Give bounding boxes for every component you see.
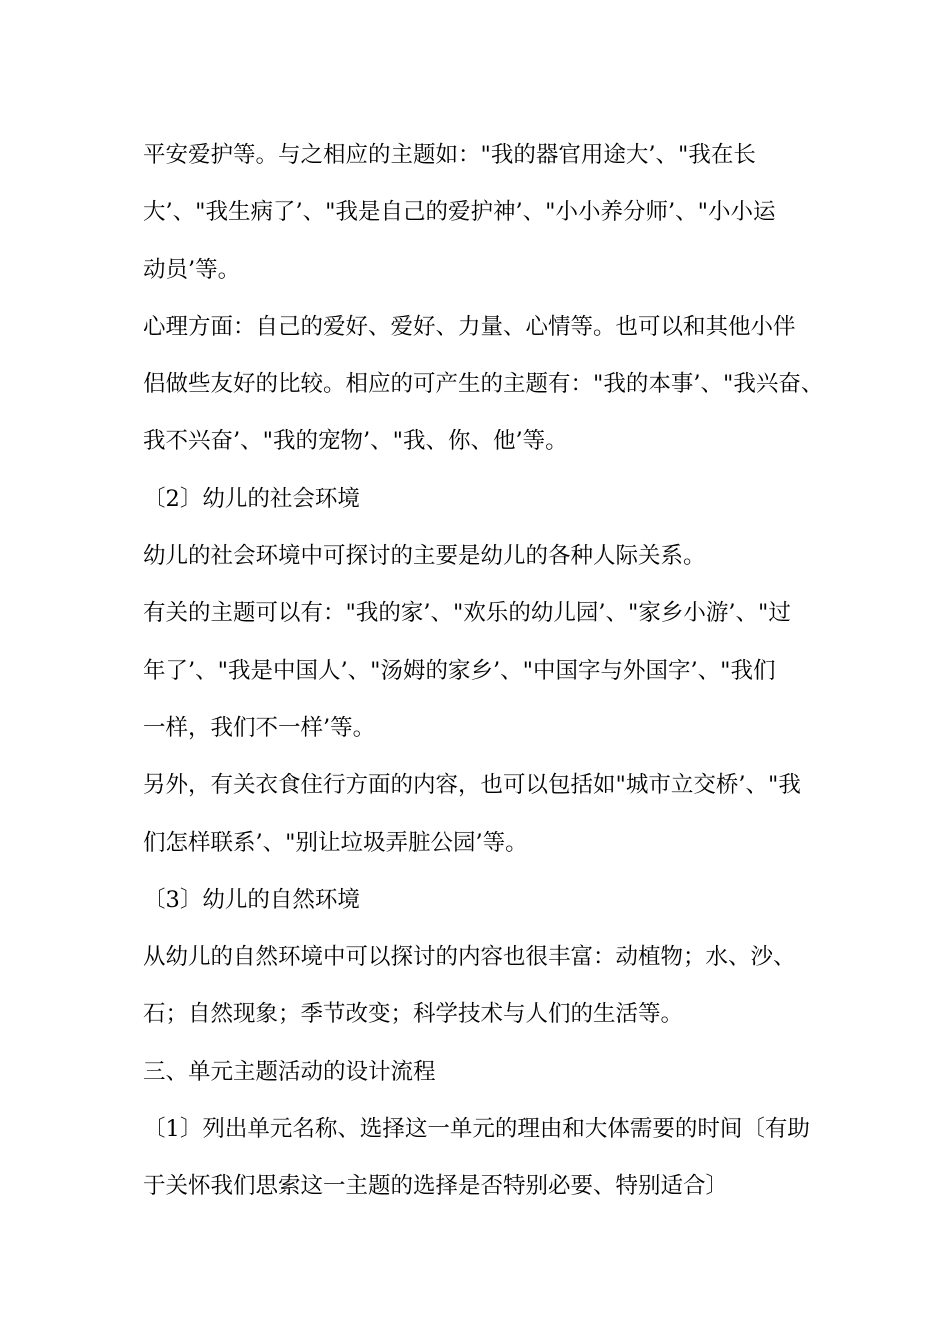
text-line: 另外，有关衣食住行方面的内容，也可以包括如"城市立交桥’、"我 (143, 772, 801, 799)
section-heading: 〔2〕幼儿的社会环境 (143, 485, 360, 512)
text-line: 石；自然现象；季节改变；科学技术与人们的生活等。 (143, 1001, 684, 1028)
section-heading: 〔3〕幼儿的自然环境 (143, 886, 360, 913)
text-line: 于关怀我们思索这一主题的选择是否特别必要、特别适合〕 (143, 1173, 729, 1200)
text-line: 年了’、"我是中国人’、"汤姆的家乡’、"中国字与外国字’、"我们 (143, 657, 776, 684)
text-line: 动员’等。 (143, 256, 241, 283)
text-line: 侣做些友好的比较。相应的可产生的主题有："我的本事’、"我兴奋、 (143, 371, 824, 398)
text-line: 从幼儿的自然环境中可以探讨的内容也很丰富：动植物；水、沙、 (143, 944, 796, 971)
text-line: 大’、"我生病了’、"我是自己的爱护神’、"小小养分师’、"小小运 (143, 199, 776, 226)
text-line: 〔1〕列出单元名称、选择这一单元的理由和大体需要的时间〔有助 (143, 1116, 810, 1143)
text-line: 一样，我们不一样’等。 (143, 714, 376, 741)
text-line: 我不兴奋’、"我的宠物’、"我、你、他’等。 (143, 428, 568, 455)
text-line: 平安爱护等。与之相应的主题如："我的器官用途大’、"我在长 (143, 142, 756, 168)
text-line: 有关的主题可以有："我的家’、"欢乐的幼儿园’、"家乡小游’、"过 (143, 600, 791, 627)
document-body (143, 127, 823, 1216)
text-line: 们怎样联系’、"别让垃圾弄脏公园’等。 (143, 829, 528, 856)
text-line: 幼儿的社会环境中可探讨的主要是幼儿的各种人际关系。 (143, 543, 706, 570)
section-heading: 三、单元主题活动的设计流程 (143, 1058, 436, 1085)
text-line: 心理方面：自己的爱好、爱好、力量、心情等。也可以和其他小伴 (143, 313, 796, 340)
